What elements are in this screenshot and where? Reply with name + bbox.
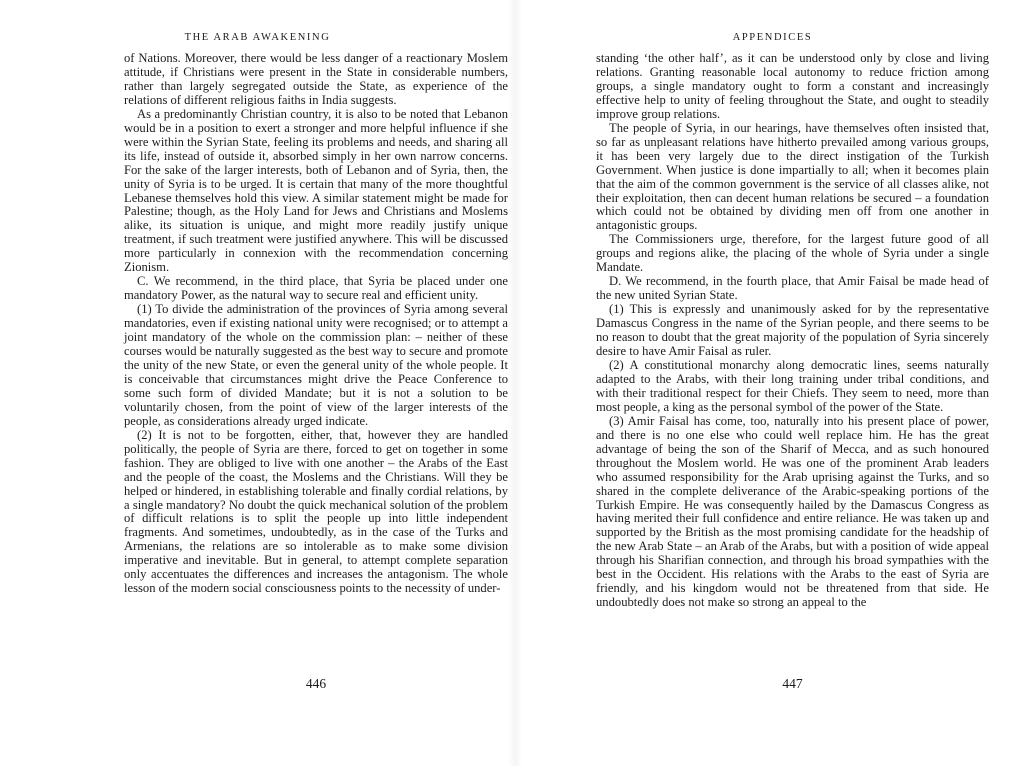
paragraph: C. We recommend, in the third place, that Syria be placed under one mandatory Power, as the natural way to secure real and efficient unity. bbox=[124, 274, 508, 303]
running-head-right: APPENDICES bbox=[732, 32, 813, 43]
page-number-left: 446 bbox=[305, 676, 327, 691]
paragraph: The Commissioners urge, therefore, for the largest future good of all groups and regions alike, the placing of the whole of Syria under a single Mandate. bbox=[596, 232, 989, 275]
paragraph: (2) It is not to be forgotten, either, that, however they are handled politically, the people of Syria are there, forced to get on together in some fashion. They are obliged to live with one another – the Arabs of the East and the people of the coast, the Moslems and the Christians. Will they be helped or hindered, in establishing tolerable and finally cordial relations, by a single mandatory? No doubt the quick mechanical solution of the problem of difficult relations is to split the people up into little independent fragments. And sometimes, undoubtedly, as in the case of the Turks and Armenians, the relations are so intolerable as to make some division imperative and inevitable. But in general, to attempt complete separation only accentuates the differences and increases the antagonism. The whole lesson of the modern social consciousness points to the necessity of under- bbox=[124, 427, 508, 596]
paragraph: (1) To divide the administration of the provinces of Syria among several mandatories, even if existing national unity were recognised; or to attempt a joint mandatory of the whole on the commission plan: – neither of these courses would be naturally suggested as the best way to secure and promote the unity of the new State, or even the general unity of the whole people. It is conceivable that circumstances might drive the Peace Conference to some such form of divided Mandate; but it is not a solution to be voluntarily chosen, from the point of view of the larger interests of the people, as considerations already urged indicate. bbox=[124, 302, 508, 428]
paragraph: of Nations. Moreover, there would be less danger of a reactionary Moslem attitude, if Christians were present in the State in considerable numbers, rather than largely segregated outside the State, as experience of the relations of different religious faiths in India suggests. bbox=[124, 51, 508, 107]
paragraph: (1) This is expressly and unanimously asked for by the representative Damascus Congress in the name of the Syrian people, and there seems to be no reason to doubt that the great majority of the population of Syria sincerely desire to have Amir Faisal as ruler. bbox=[596, 302, 989, 359]
left-page-body bbox=[124, 52, 508, 596]
right-page bbox=[515, 0, 1030, 766]
paragraph: The people of Syria, in our hearings, have themselves often insisted that, so far as unpleasant relations have hitherto prevailed among various groups, it has been very largely due to the direct instigation of the Turkish Government. When justice is done impartially to all; when it becomes plain that the aim of the common government is the service of all classes alike, not their exploitation, then can decent human relations be secured – a foundation which could not be obtained by dividing men off from one another in antagonistic groups. bbox=[596, 120, 989, 233]
running-head-left: THE ARAB AWAKENING bbox=[184, 32, 331, 43]
right-page-body bbox=[596, 52, 989, 610]
paragraph: D. We recommend, in the fourth place, that Amir Faisal be made head of the new united Syrian State. bbox=[596, 274, 989, 303]
paragraph: (3) Amir Faisal has come, too, naturally into his present place of power, and there is no one else who could well replace him. He has the great advantage of being the son of the Sharif of Mecca, and as such honoured throughout the Moslem world. He was one of the prominent Arab leaders who assumed responsibility for the Arab uprising against the Turks, and so shared in the complete deliverance of the Arabic-speaking portions of the Turkish Empire. He was consequently hailed by the Damascus Congress as having merited their full confidence and entire reliance. He was taken up and supported by the British as the most promising candidate for the headship of the new Arab State – an Arab of the Arabs, but with a position of wide appeal through his Sharifian connection, and through his broad sympathies with the best in the Occident. His relations with the Arabs to the east of Syria are friendly, and his kingdom would not be threatened from that side. He undoubtedly does not make so strong an appeal to the bbox=[596, 413, 989, 610]
paragraph: standing ‘the other half’, as it can be understood only by close and living relations. Granting reasonable local autonomy to reduce friction among groups, a single mandatory ought to form a constant and increasingly effective help to unity of feeling throughout the State, and ought to steadily improve group relations. bbox=[596, 51, 989, 121]
page-number-right: 447 bbox=[782, 676, 803, 691]
paragraph: As a predominantly Christian country, it is also to be noted that Lebanon would be in a position to exert a stronger and more helpful influence if she were within the Syrian State, feeling its problems and needs, and sharing all its life, instead of outside it, absorbed simply in her own narrow concerns. For the sake of the larger interests, both of Lebanon and of Syria, then, the unity of Syria is to be urged. It is certain that many of the more thoughtful Lebanese themselves hold this view. A similar statement might be made for Palestine; though, as the Holy Land for Jews and Christians and Moslems alike, its situation is unique, and might more readily justify unique treatment, if such treatment were justified anywhere. This will be discussed more particularly in connexion with the recommendation concerning Zionism. bbox=[124, 106, 508, 275]
paragraph: (2) A constitutional monarchy along democratic lines, seems naturally adapted to the Arabs, with their long training under tribal conditions, and with their traditional respect for their Chiefs. They seem to need, more than most people, a king as the personal symbol of the power of the State. bbox=[596, 357, 989, 414]
